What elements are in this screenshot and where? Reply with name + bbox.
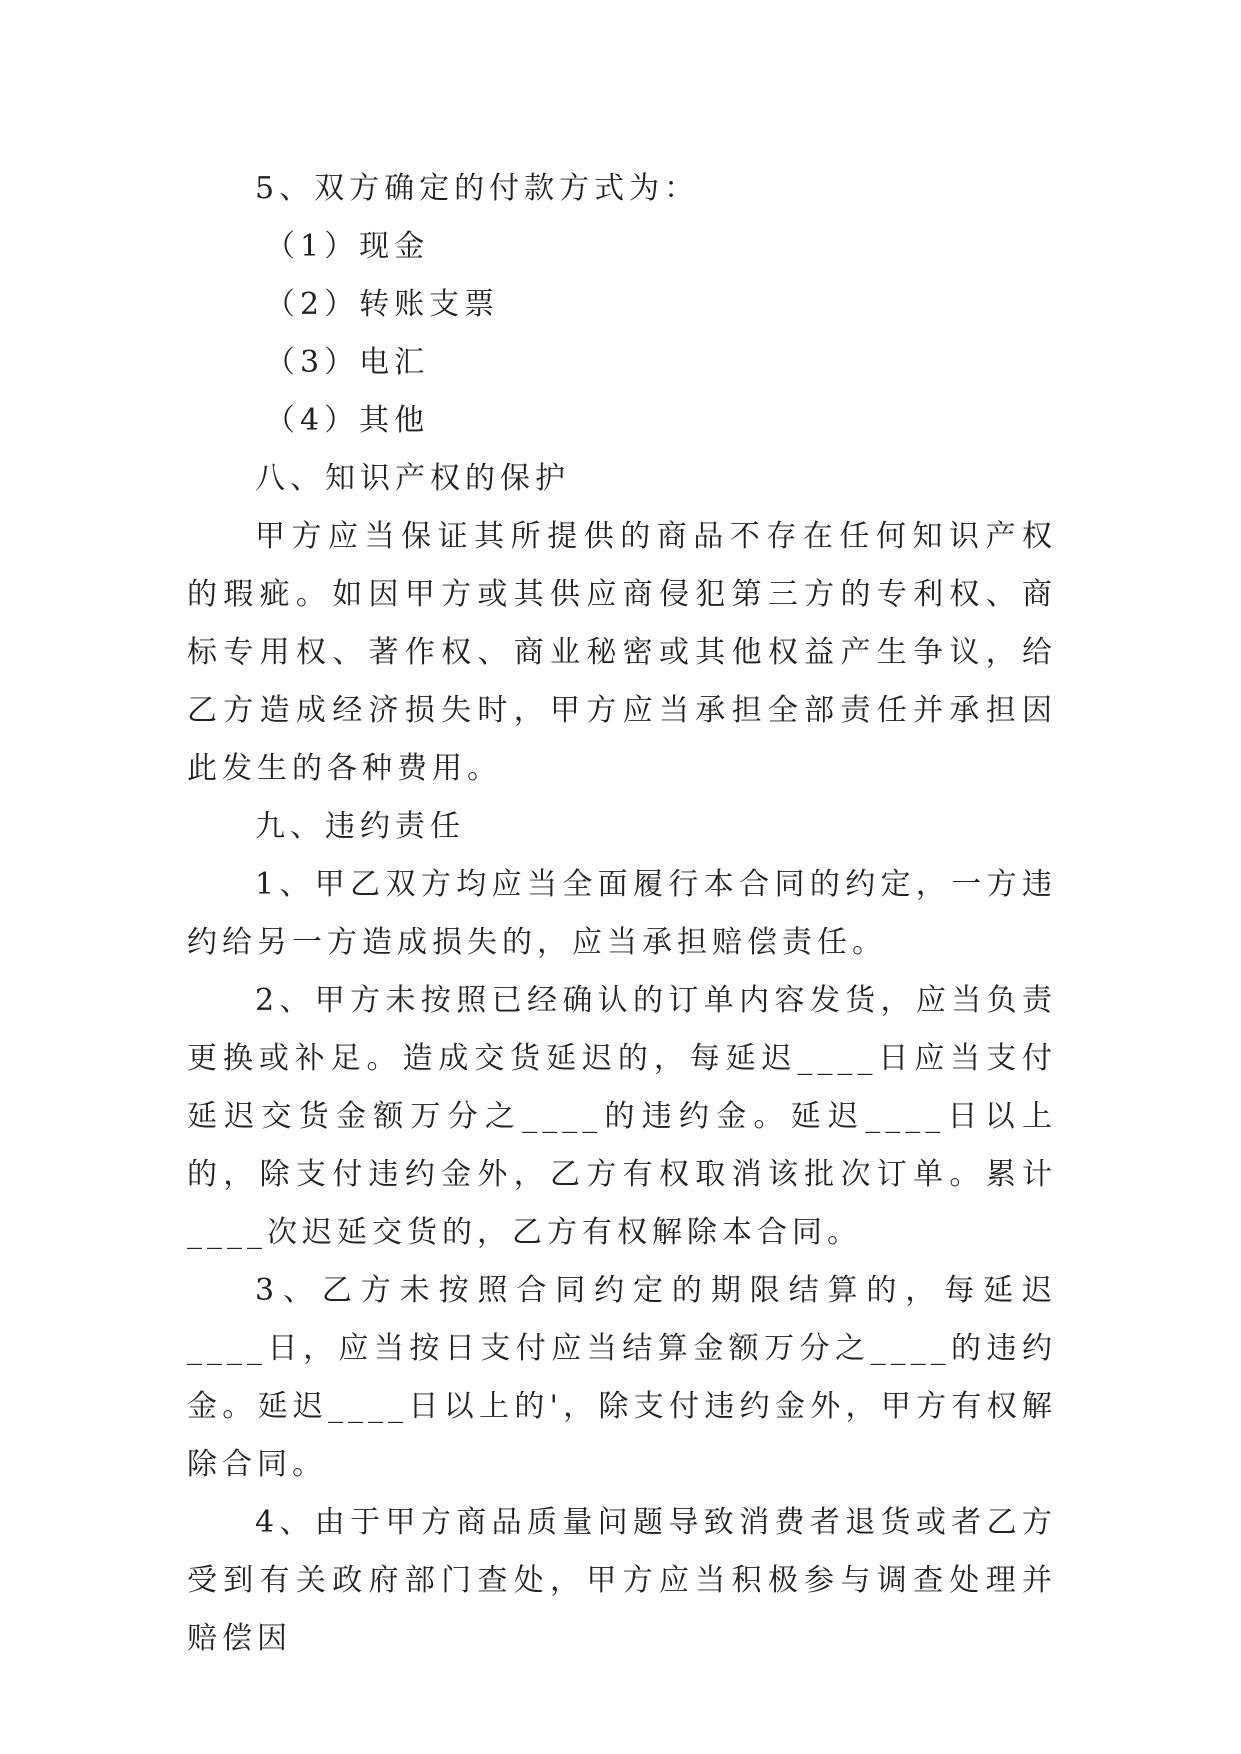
payment-option-other: （4）其他: [265, 403, 430, 438]
section-9-title: 九、违约责任: [255, 809, 465, 844]
section-9-item-3: 3、乙方未按照合同约定的期限结算的，每延迟____日，应当按日支付应当结算金额万分之____的违约金。延迟____日以上的'，除支付违约金外，甲方有权解除合同。: [187, 1273, 1057, 1482]
payment-intro: 5、双方确定的付款方式为：: [255, 171, 700, 206]
payment-option-cash: （1）现金: [265, 229, 430, 264]
document-body: [187, 160, 1057, 1668]
section-8-body: 甲方应当保证其所提供的商品不存在任何知识产权的瑕疵。如因甲方或其供应商侵犯第三方的专利权、商标专用权、著作权、商业秘密或其他权益产生争议，给乙方造成经济损失时，甲方应当承担全部责任并承担因此发生的各种费用。: [187, 519, 1057, 786]
section-9-item-2: 2、甲方未按照已经确认的订单内容发货，应当负责更换或补足。造成交货延迟的，每延迟____日应当支付延迟交货金额万分之____的违约金。延迟____日以上的，除支付违约金外，乙方有权取消该批次订单。累计____次迟延交货的，乙方有权解除本合同。: [187, 983, 1057, 1250]
section-9-item-1: 1、甲乙双方均应当全面履行本合同的约定，一方违约给另一方造成损失的，应当承担赔偿责任。: [187, 867, 1057, 960]
payment-option-transfer-check: （2）转账支票: [265, 287, 500, 322]
section-8-title: 八、知识产权的保护: [255, 461, 570, 496]
payment-option-wire: （3）电汇: [265, 345, 430, 380]
section-9-item-4: 4、由于甲方商品质量问题导致消费者退货或者乙方受到有关政府部门查处，甲方应当积极参与调查处理并赔偿因: [187, 1505, 1057, 1656]
